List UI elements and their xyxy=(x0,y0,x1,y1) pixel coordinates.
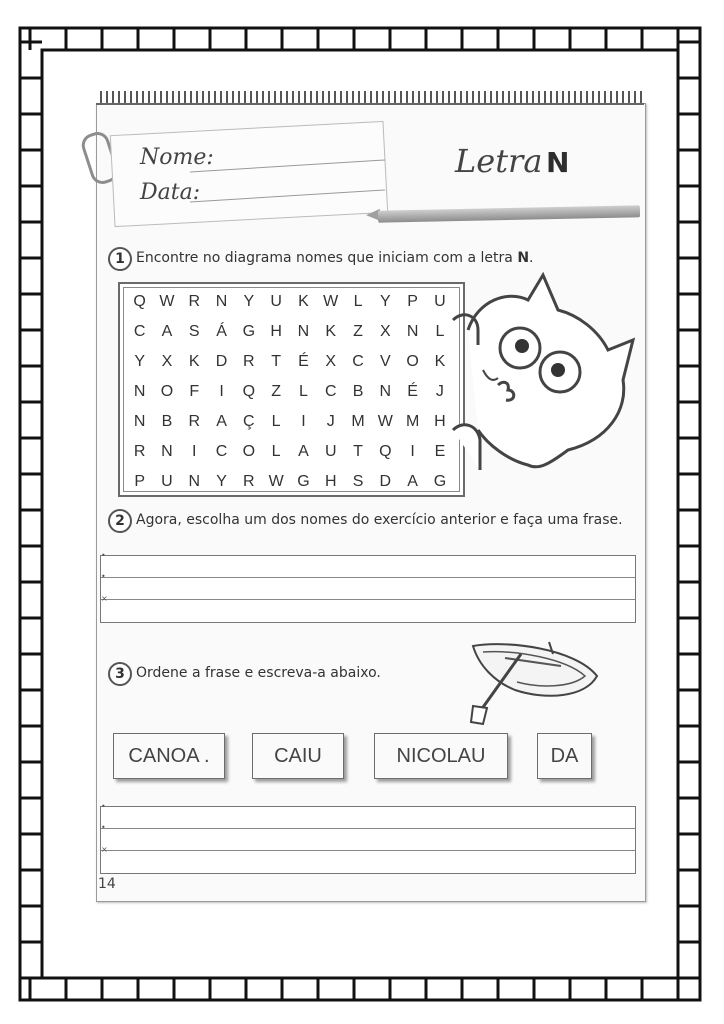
word-search-cell[interactable]: Ç xyxy=(243,413,255,430)
line-marker: × xyxy=(101,594,108,603)
word-search-cell[interactable]: V xyxy=(379,353,391,370)
word-search-cell[interactable]: É xyxy=(298,353,309,370)
word-search-cell[interactable]: I xyxy=(410,443,415,460)
exercise-1-highlight-letter: N xyxy=(517,250,530,266)
word-card[interactable]: NICOLAU xyxy=(374,733,508,779)
word-search-cell[interactable]: Q xyxy=(379,443,392,460)
word-search-cell[interactable]: É xyxy=(407,383,418,400)
word-search-cell[interactable]: K xyxy=(325,323,337,340)
word-search-cell[interactable]: J xyxy=(435,383,444,400)
word-search-cell[interactable]: A xyxy=(161,323,173,340)
word-search-cell[interactable]: A xyxy=(298,443,309,460)
word-search-cell[interactable]: O xyxy=(242,443,256,460)
word-search-cell[interactable]: W xyxy=(323,293,339,310)
word-search-cell[interactable]: B xyxy=(161,413,173,430)
word-search-cell[interactable]: K xyxy=(188,353,200,370)
word-search-cell[interactable]: S xyxy=(352,473,364,490)
word-search-cell[interactable]: R xyxy=(188,293,201,310)
word-search-cell[interactable]: N xyxy=(297,323,310,340)
word-search-cell[interactable]: N xyxy=(379,383,392,400)
word-search-cell[interactable]: Z xyxy=(353,323,363,340)
word-search-cell[interactable]: I xyxy=(219,383,224,400)
word-search-cell[interactable]: G xyxy=(297,473,310,490)
word-search-cell[interactable]: H xyxy=(324,473,337,490)
word-search-cell[interactable]: G xyxy=(433,473,447,490)
word-search-cell[interactable]: Y xyxy=(134,353,145,370)
word-search-cell[interactable]: L xyxy=(271,413,281,430)
spiral-binding xyxy=(100,91,642,103)
line-marker: × xyxy=(101,845,108,854)
word-search-cell[interactable]: J xyxy=(326,413,335,430)
word-search-cell[interactable]: U xyxy=(324,443,337,460)
word-search-cell[interactable]: Q xyxy=(242,383,256,400)
word-search-cell[interactable]: B xyxy=(352,383,364,400)
word-search-cell[interactable]: N xyxy=(133,413,146,430)
exercise-1-period: . xyxy=(529,250,534,266)
line-marker: • xyxy=(101,823,106,832)
word-search-cell[interactable]: N xyxy=(188,473,201,490)
writing-lines-2[interactable] xyxy=(100,551,636,623)
word-search-cell[interactable]: C xyxy=(324,383,337,400)
writing-lines-3[interactable] xyxy=(100,802,636,874)
word-search-cell[interactable]: K xyxy=(434,353,446,370)
word-search-cell[interactable]: M xyxy=(351,413,365,430)
writing-line xyxy=(101,599,635,600)
word-search-cell[interactable]: O xyxy=(406,353,419,370)
word-search-cell[interactable]: O xyxy=(160,383,174,400)
word-search-cell[interactable]: R xyxy=(133,443,146,460)
word-search-cell[interactable]: X xyxy=(325,353,337,370)
word-card[interactable]: CANOA . xyxy=(113,733,225,779)
rowboat-illustration xyxy=(465,636,605,728)
word-search-cell[interactable]: P xyxy=(134,473,145,490)
word-search-cell[interactable]: A xyxy=(407,473,418,490)
word-search-cell[interactable]: Q xyxy=(133,293,146,310)
word-search-cell[interactable]: I xyxy=(301,413,306,430)
writing-line xyxy=(101,577,635,578)
writing-line xyxy=(101,850,635,851)
word-search-cell[interactable]: F xyxy=(189,383,200,400)
title-letter: N xyxy=(546,146,570,179)
word-search-cell[interactable]: L xyxy=(435,323,445,340)
word-search-cell[interactable]: X xyxy=(161,353,173,370)
word-search-cell[interactable]: C xyxy=(215,443,228,460)
word-search-cell[interactable]: L xyxy=(298,383,308,400)
word-search-cell[interactable]: N xyxy=(406,323,419,340)
exercise-1-text: Encontre no diagrama nomes que iniciam com a letra xyxy=(136,250,513,266)
word-search-cell[interactable]: T xyxy=(353,443,363,460)
word-search-cell[interactable]: G xyxy=(242,323,256,340)
word-search-cell[interactable]: M xyxy=(405,413,420,430)
word-search-cell[interactable]: W xyxy=(159,293,175,310)
word-search-cell[interactable]: Y xyxy=(216,473,227,490)
word-search-cell[interactable]: T xyxy=(271,353,282,370)
name-label: Nome: xyxy=(140,145,214,170)
word-search-cell[interactable]: C xyxy=(133,323,146,340)
word-search-cell[interactable]: P xyxy=(407,293,418,310)
page-number: 14 xyxy=(98,876,116,892)
name-date-lines xyxy=(190,150,390,210)
exercise-1-instruction xyxy=(136,250,533,266)
writing-line xyxy=(101,828,635,829)
line-marker: • xyxy=(101,802,106,811)
word-search-cell[interactable]: H xyxy=(270,323,282,340)
word-card[interactable]: CAIU xyxy=(252,733,344,779)
word-search-cell[interactable]: Y xyxy=(379,293,391,310)
word-search-cell[interactable]: L xyxy=(271,443,281,460)
word-search-cell[interactable]: I xyxy=(192,443,197,460)
word-search-cell[interactable]: Y xyxy=(243,293,255,310)
word-search-cell[interactable]: Á xyxy=(216,323,227,340)
word-search-cell[interactable]: H xyxy=(434,413,446,430)
word-card[interactable]: DA xyxy=(537,733,592,779)
word-search-cell[interactable]: U xyxy=(270,293,282,310)
word-search-cell[interactable]: U xyxy=(161,473,173,490)
exercise-3-number: 3 xyxy=(108,662,132,686)
word-search-cell[interactable]: W xyxy=(377,413,393,430)
word-search-cell[interactable]: Z xyxy=(271,383,282,400)
word-search-cell[interactable]: K xyxy=(298,293,309,310)
word-search-cell[interactable]: L xyxy=(353,293,363,310)
word-search-cell[interactable]: D xyxy=(379,473,392,490)
word-search-cell[interactable]: E xyxy=(434,443,446,460)
word-search-cell[interactable]: D xyxy=(215,353,228,370)
word-search-cell[interactable]: R xyxy=(243,353,255,370)
word-search-cell[interactable]: N xyxy=(133,383,146,400)
word-search-grid xyxy=(126,287,454,497)
word-search-cell[interactable]: N xyxy=(215,293,228,310)
word-search-cell[interactable]: A xyxy=(216,413,227,430)
date-label: Data: xyxy=(140,180,201,205)
word-search-cell[interactable]: U xyxy=(434,293,446,310)
word-search-cell[interactable]: S xyxy=(188,323,200,340)
line-marker: • xyxy=(101,572,106,581)
word-search-cell[interactable]: X xyxy=(379,323,391,340)
exercise-1-number: 1 xyxy=(108,247,132,271)
cat-illustration xyxy=(448,270,638,480)
word-search-cell[interactable]: R xyxy=(188,413,201,430)
title-script: Letra xyxy=(455,142,543,180)
exercise-3-instruction: Ordene a frase e escreva-a abaixo. xyxy=(136,665,381,681)
word-search-cell[interactable]: R xyxy=(243,473,255,490)
word-search-cell[interactable]: N xyxy=(161,443,173,460)
word-search-cell[interactable]: C xyxy=(352,353,364,370)
exercise-2-instruction: Agora, escolha um dos nomes do exercício anterior e faça uma frase. xyxy=(136,512,623,528)
exercise-2-number: 2 xyxy=(108,509,132,533)
spiral-rule xyxy=(96,103,644,105)
word-search-cell[interactable]: W xyxy=(268,473,284,490)
line-marker: • xyxy=(101,551,106,560)
